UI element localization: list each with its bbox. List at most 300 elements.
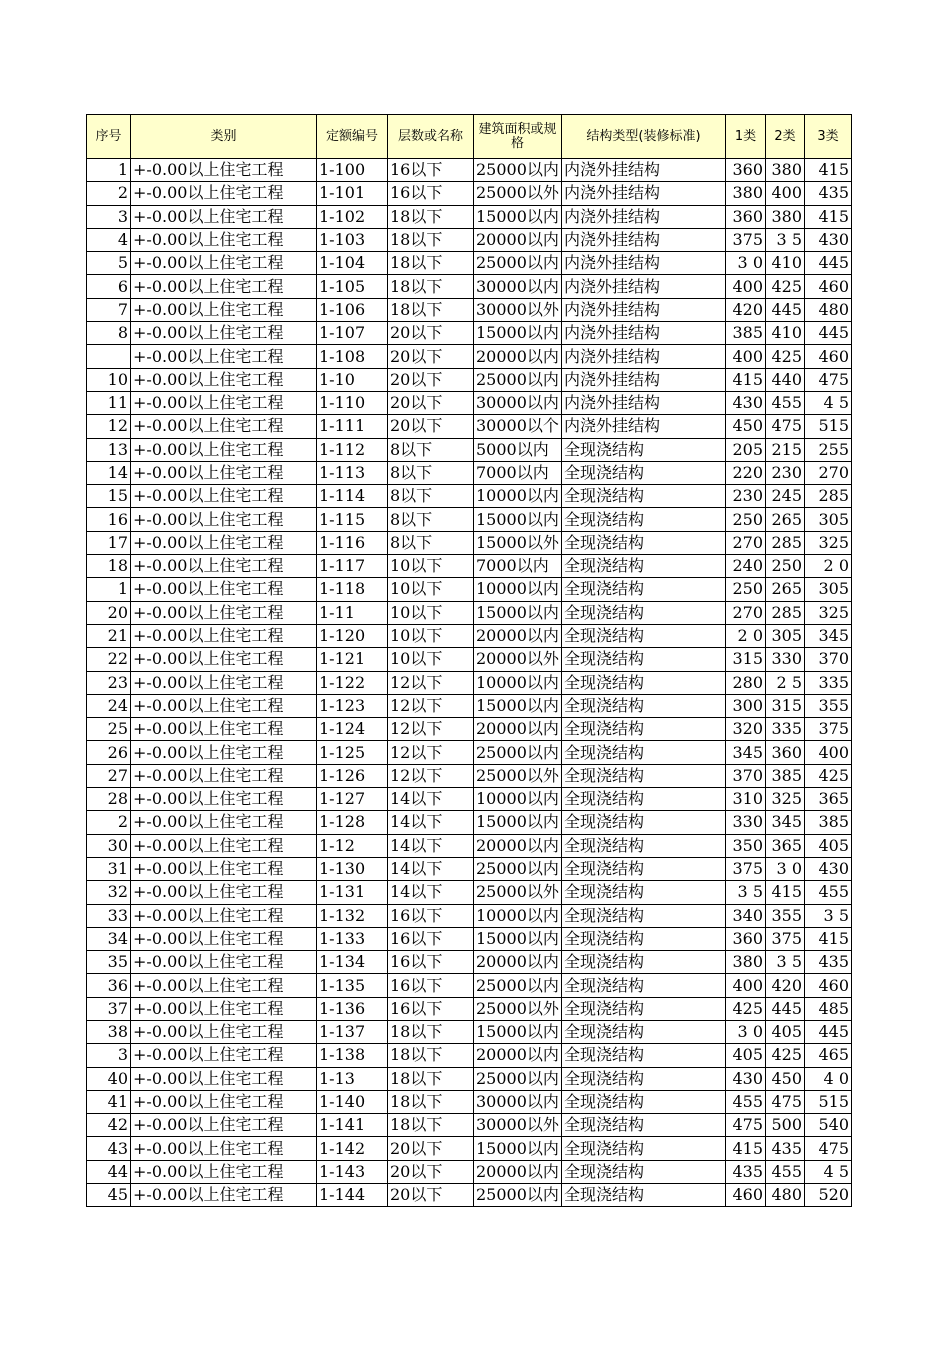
- cell-structure: 全现浇结构: [562, 951, 726, 974]
- cell-class-2: 315: [766, 694, 805, 717]
- cell-quota-code: 1-117: [317, 555, 388, 578]
- cell-quota-code: 1-103: [317, 228, 388, 251]
- cell-index: 3: [87, 205, 131, 228]
- table-row: [87, 578, 852, 601]
- cell-index: 14: [87, 461, 131, 484]
- cell-class-2: 500: [766, 1114, 805, 1137]
- cell-class-1: 315: [726, 648, 766, 671]
- cell-structure: 内浇外挂结构: [562, 228, 726, 251]
- cell-class-3: 520: [805, 1184, 852, 1207]
- cell-class-3: 370: [805, 648, 852, 671]
- cell-structure: 全现浇结构: [562, 764, 726, 787]
- cell-floors: 12以下: [388, 671, 474, 694]
- cell-structure: 全现浇结构: [562, 601, 726, 624]
- cell-floors: 8以下: [388, 461, 474, 484]
- cell-index: 23: [87, 671, 131, 694]
- cell-area: 10000以内: [474, 485, 562, 508]
- cell-structure: 全现浇结构: [562, 974, 726, 997]
- header-structure: 结构类型(装修标准): [562, 115, 726, 159]
- cell-quota-code: 1-102: [317, 205, 388, 228]
- cell-category: +-0.00以上住宅工程: [131, 904, 317, 927]
- cell-class-2: 250: [766, 555, 805, 578]
- cell-class-1: 350: [726, 834, 766, 857]
- table-row: [87, 345, 852, 368]
- cell-class-3: 455: [805, 881, 852, 904]
- cell-class-3: 415: [805, 927, 852, 950]
- cell-class-2: 445: [766, 298, 805, 321]
- cell-class-1: 380: [726, 182, 766, 205]
- cell-structure: 全现浇结构: [562, 555, 726, 578]
- cell-index: 8: [87, 322, 131, 345]
- cell-class-2: 475: [766, 415, 805, 438]
- cell-floors: 12以下: [388, 694, 474, 717]
- cell-quota-code: 1-122: [317, 671, 388, 694]
- cell-class-1: 405: [726, 1044, 766, 1067]
- cell-class-3: 4 5: [805, 391, 852, 414]
- cell-class-2: 410: [766, 252, 805, 275]
- cell-class-2: 335: [766, 718, 805, 741]
- cell-area: 30000以外: [474, 1114, 562, 1137]
- table-row: [87, 1020, 852, 1043]
- cell-class-2: 425: [766, 275, 805, 298]
- cell-category: +-0.00以上住宅工程: [131, 974, 317, 997]
- cell-class-2: 245: [766, 485, 805, 508]
- cell-class-3: 385: [805, 811, 852, 834]
- cell-area: 25000以外: [474, 182, 562, 205]
- cell-floors: 14以下: [388, 857, 474, 880]
- cell-structure: 全现浇结构: [562, 508, 726, 531]
- cell-floors: 20以下: [388, 1160, 474, 1183]
- cell-area: 15000以内: [474, 811, 562, 834]
- cell-index: 3: [87, 1044, 131, 1067]
- cell-structure: 全现浇结构: [562, 904, 726, 927]
- cell-floors: 8以下: [388, 508, 474, 531]
- cell-structure: 全现浇结构: [562, 1020, 726, 1043]
- cell-area: 25000以内: [474, 1067, 562, 1090]
- cell-class-1: 360: [726, 159, 766, 182]
- cell-category: +-0.00以上住宅工程: [131, 811, 317, 834]
- cell-class-3: 540: [805, 1114, 852, 1137]
- cell-class-3: 515: [805, 415, 852, 438]
- table-row: [87, 531, 852, 554]
- cell-floors: 20以下: [388, 1184, 474, 1207]
- cell-class-3: 435: [805, 182, 852, 205]
- cell-class-1: 360: [726, 205, 766, 228]
- cell-index: 4: [87, 228, 131, 251]
- cell-area: 15000以内: [474, 927, 562, 950]
- cell-structure: 全现浇结构: [562, 624, 726, 647]
- cell-class-1: 2 0: [726, 624, 766, 647]
- cell-floors: 10以下: [388, 601, 474, 624]
- cell-structure: 全现浇结构: [562, 1160, 726, 1183]
- cell-floors: 10以下: [388, 648, 474, 671]
- cell-floors: 18以下: [388, 205, 474, 228]
- cell-category: +-0.00以上住宅工程: [131, 298, 317, 321]
- cell-class-1: 400: [726, 345, 766, 368]
- cell-class-1: 345: [726, 741, 766, 764]
- cell-category: +-0.00以上住宅工程: [131, 508, 317, 531]
- cell-class-3: 365: [805, 788, 852, 811]
- cell-area: 15000以内: [474, 322, 562, 345]
- cell-category: +-0.00以上住宅工程: [131, 228, 317, 251]
- cell-class-1: 320: [726, 718, 766, 741]
- cell-index: 17: [87, 531, 131, 554]
- table-row: [87, 811, 852, 834]
- cell-area: 5000以内: [474, 438, 562, 461]
- table-row: [87, 485, 852, 508]
- cell-category: +-0.00以上住宅工程: [131, 927, 317, 950]
- cell-quota-code: 1-110: [317, 391, 388, 414]
- cell-category: +-0.00以上住宅工程: [131, 252, 317, 275]
- cell-class-3: 445: [805, 252, 852, 275]
- cell-index: 2: [87, 811, 131, 834]
- cell-floors: 8以下: [388, 531, 474, 554]
- quota-table: [86, 114, 852, 1207]
- cell-class-2: 450: [766, 1067, 805, 1090]
- cell-category: +-0.00以上住宅工程: [131, 857, 317, 880]
- cell-area: 25000以内: [474, 1184, 562, 1207]
- cell-category: +-0.00以上住宅工程: [131, 1044, 317, 1067]
- cell-quota-code: 1-121: [317, 648, 388, 671]
- cell-class-1: 430: [726, 1067, 766, 1090]
- table-row: [87, 368, 852, 391]
- cell-area: 30000以个: [474, 415, 562, 438]
- cell-class-1: 400: [726, 275, 766, 298]
- header-quota-code: 定额编号: [317, 115, 388, 159]
- cell-index: 18: [87, 555, 131, 578]
- header-row: [87, 115, 852, 159]
- cell-class-3: 460: [805, 345, 852, 368]
- cell-structure: 全现浇结构: [562, 461, 726, 484]
- cell-class-3: 465: [805, 1044, 852, 1067]
- cell-area: 25000以外: [474, 881, 562, 904]
- cell-index: 32: [87, 881, 131, 904]
- cell-structure: 全现浇结构: [562, 997, 726, 1020]
- cell-class-2: 355: [766, 904, 805, 927]
- cell-index: 13: [87, 438, 131, 461]
- cell-quota-code: 1-126: [317, 764, 388, 787]
- cell-quota-code: 1-120: [317, 624, 388, 647]
- cell-class-1: 3 5: [726, 881, 766, 904]
- cell-category: +-0.00以上住宅工程: [131, 415, 317, 438]
- cell-index: 41: [87, 1090, 131, 1113]
- cell-index: 2: [87, 182, 131, 205]
- cell-floors: 8以下: [388, 438, 474, 461]
- cell-class-2: 230: [766, 461, 805, 484]
- cell-index: 10: [87, 368, 131, 391]
- cell-quota-code: 1-13: [317, 1067, 388, 1090]
- cell-area: 20000以内: [474, 1160, 562, 1183]
- cell-area: 25000以内: [474, 741, 562, 764]
- cell-class-1: 310: [726, 788, 766, 811]
- cell-index: 27: [87, 764, 131, 787]
- cell-index: 28: [87, 788, 131, 811]
- cell-quota-code: 1-130: [317, 857, 388, 880]
- cell-class-2: 475: [766, 1090, 805, 1113]
- cell-structure: 全现浇结构: [562, 857, 726, 880]
- cell-class-1: 3 0: [726, 1020, 766, 1043]
- cell-class-2: 375: [766, 927, 805, 950]
- cell-class-2: 410: [766, 322, 805, 345]
- cell-area: 25000以内: [474, 974, 562, 997]
- cell-quota-code: 1-111: [317, 415, 388, 438]
- table-row: [87, 718, 852, 741]
- cell-category: +-0.00以上住宅工程: [131, 648, 317, 671]
- cell-class-3: 415: [805, 159, 852, 182]
- table-row: [87, 298, 852, 321]
- cell-category: +-0.00以上住宅工程: [131, 1020, 317, 1043]
- cell-quota-code: 1-140: [317, 1090, 388, 1113]
- cell-structure: 内浇外挂结构: [562, 182, 726, 205]
- cell-category: +-0.00以上住宅工程: [131, 1160, 317, 1183]
- cell-floors: 18以下: [388, 298, 474, 321]
- cell-category: +-0.00以上住宅工程: [131, 182, 317, 205]
- cell-class-2: 325: [766, 788, 805, 811]
- cell-structure: 全现浇结构: [562, 578, 726, 601]
- cell-structure: 全现浇结构: [562, 694, 726, 717]
- cell-class-2: 435: [766, 1137, 805, 1160]
- cell-quota-code: 1-108: [317, 345, 388, 368]
- table-row: [87, 648, 852, 671]
- cell-structure: 内浇外挂结构: [562, 345, 726, 368]
- cell-class-2: 405: [766, 1020, 805, 1043]
- cell-index: 5: [87, 252, 131, 275]
- cell-area: 15000以外: [474, 531, 562, 554]
- cell-class-1: 250: [726, 508, 766, 531]
- table-row: [87, 951, 852, 974]
- table-row: [87, 764, 852, 787]
- cell-floors: 18以下: [388, 228, 474, 251]
- cell-class-3: 430: [805, 857, 852, 880]
- cell-index: 25: [87, 718, 131, 741]
- cell-class-2: 480: [766, 1184, 805, 1207]
- cell-quota-code: 1-135: [317, 974, 388, 997]
- cell-index: 36: [87, 974, 131, 997]
- cell-quota-code: 1-118: [317, 578, 388, 601]
- cell-floors: 20以下: [388, 345, 474, 368]
- cell-class-3: 325: [805, 531, 852, 554]
- cell-floors: 10以下: [388, 578, 474, 601]
- cell-class-2: 380: [766, 159, 805, 182]
- cell-class-2: 400: [766, 182, 805, 205]
- cell-floors: 16以下: [388, 927, 474, 950]
- cell-quota-code: 1-12: [317, 834, 388, 857]
- cell-structure: 全现浇结构: [562, 927, 726, 950]
- cell-structure: 内浇外挂结构: [562, 159, 726, 182]
- cell-structure: 全现浇结构: [562, 1044, 726, 1067]
- cell-category: +-0.00以上住宅工程: [131, 322, 317, 345]
- cell-floors: 14以下: [388, 834, 474, 857]
- cell-category: +-0.00以上住宅工程: [131, 461, 317, 484]
- cell-area: 20000以内: [474, 718, 562, 741]
- cell-class-3: 460: [805, 275, 852, 298]
- table-row: [87, 1067, 852, 1090]
- cell-quota-code: 1-106: [317, 298, 388, 321]
- cell-quota-code: 1-136: [317, 997, 388, 1020]
- cell-class-1: 475: [726, 1114, 766, 1137]
- table-row: [87, 834, 852, 857]
- cell-floors: 10以下: [388, 624, 474, 647]
- cell-floors: 18以下: [388, 275, 474, 298]
- cell-floors: 16以下: [388, 974, 474, 997]
- cell-area: 15000以内: [474, 205, 562, 228]
- cell-class-1: 230: [726, 485, 766, 508]
- cell-area: 10000以内: [474, 788, 562, 811]
- cell-class-3: 335: [805, 671, 852, 694]
- table-row: [87, 1137, 852, 1160]
- cell-class-1: 220: [726, 461, 766, 484]
- table-row: [87, 159, 852, 182]
- table-row: [87, 974, 852, 997]
- cell-index: 40: [87, 1067, 131, 1090]
- cell-class-2: 365: [766, 834, 805, 857]
- cell-category: +-0.00以上住宅工程: [131, 1184, 317, 1207]
- cell-structure: 全现浇结构: [562, 1184, 726, 1207]
- cell-class-1: 415: [726, 1137, 766, 1160]
- header-class-2: 2类: [766, 115, 805, 159]
- cell-class-2: 425: [766, 1044, 805, 1067]
- cell-class-2: 285: [766, 601, 805, 624]
- cell-index: 44: [87, 1160, 131, 1183]
- table-row: [87, 438, 852, 461]
- table-row: [87, 1090, 852, 1113]
- table-row: [87, 1114, 852, 1137]
- cell-area: 15000以内: [474, 1137, 562, 1160]
- cell-index: 15: [87, 485, 131, 508]
- cell-index: 21: [87, 624, 131, 647]
- table-row: [87, 601, 852, 624]
- table-row: [87, 1184, 852, 1207]
- cell-class-2: 380: [766, 205, 805, 228]
- cell-class-1: 450: [726, 415, 766, 438]
- cell-index: 11: [87, 391, 131, 414]
- header-category: 类别: [131, 115, 317, 159]
- cell-index: 37: [87, 997, 131, 1020]
- cell-class-3: 460: [805, 974, 852, 997]
- cell-structure: 内浇外挂结构: [562, 275, 726, 298]
- table-row: [87, 322, 852, 345]
- cell-structure: 全现浇结构: [562, 811, 726, 834]
- cell-class-2: 285: [766, 531, 805, 554]
- cell-category: +-0.00以上住宅工程: [131, 555, 317, 578]
- cell-area: 10000以内: [474, 578, 562, 601]
- table-row: [87, 788, 852, 811]
- cell-category: +-0.00以上住宅工程: [131, 718, 317, 741]
- cell-category: +-0.00以上住宅工程: [131, 951, 317, 974]
- cell-quota-code: 1-123: [317, 694, 388, 717]
- cell-class-2: 2 5: [766, 671, 805, 694]
- cell-class-1: 380: [726, 951, 766, 974]
- cell-index: [87, 345, 131, 368]
- cell-class-2: 330: [766, 648, 805, 671]
- cell-category: +-0.00以上住宅工程: [131, 671, 317, 694]
- cell-class-3: 4 5: [805, 1160, 852, 1183]
- cell-area: 15000以内: [474, 508, 562, 531]
- cell-category: +-0.00以上住宅工程: [131, 834, 317, 857]
- cell-class-1: 3 0: [726, 252, 766, 275]
- cell-quota-code: 1-125: [317, 741, 388, 764]
- cell-class-2: 305: [766, 624, 805, 647]
- cell-category: +-0.00以上住宅工程: [131, 345, 317, 368]
- cell-area: 30000以内: [474, 391, 562, 414]
- cell-category: +-0.00以上住宅工程: [131, 578, 317, 601]
- cell-quota-code: 1-134: [317, 951, 388, 974]
- cell-class-3: 3 5: [805, 904, 852, 927]
- cell-category: +-0.00以上住宅工程: [131, 1137, 317, 1160]
- cell-class-3: 325: [805, 601, 852, 624]
- cell-category: +-0.00以上住宅工程: [131, 788, 317, 811]
- cell-index: 34: [87, 927, 131, 950]
- cell-area: 15000以内: [474, 1020, 562, 1043]
- cell-quota-code: 1-112: [317, 438, 388, 461]
- table-row: [87, 624, 852, 647]
- table-row: [87, 415, 852, 438]
- cell-class-3: 475: [805, 1137, 852, 1160]
- cell-category: +-0.00以上住宅工程: [131, 1067, 317, 1090]
- cell-index: 24: [87, 694, 131, 717]
- table-row: [87, 927, 852, 950]
- cell-class-3: 4 0: [805, 1067, 852, 1090]
- cell-class-2: 455: [766, 391, 805, 414]
- cell-class-1: 455: [726, 1090, 766, 1113]
- cell-structure: 全现浇结构: [562, 1067, 726, 1090]
- table-row: [87, 461, 852, 484]
- cell-area: 25000以外: [474, 997, 562, 1020]
- cell-floors: 18以下: [388, 1114, 474, 1137]
- cell-class-3: 305: [805, 508, 852, 531]
- cell-index: 42: [87, 1114, 131, 1137]
- cell-class-3: 425: [805, 764, 852, 787]
- cell-area: 20000以内: [474, 228, 562, 251]
- cell-area: 20000以内: [474, 345, 562, 368]
- cell-index: 26: [87, 741, 131, 764]
- cell-quota-code: 1-115: [317, 508, 388, 531]
- cell-index: 6: [87, 275, 131, 298]
- table-row: [87, 904, 852, 927]
- cell-structure: 全现浇结构: [562, 788, 726, 811]
- cell-class-1: 205: [726, 438, 766, 461]
- cell-quota-code: 1-11: [317, 601, 388, 624]
- cell-quota-code: 1-133: [317, 927, 388, 950]
- cell-quota-code: 1-128: [317, 811, 388, 834]
- cell-quota-code: 1-144: [317, 1184, 388, 1207]
- cell-category: +-0.00以上住宅工程: [131, 438, 317, 461]
- cell-floors: 16以下: [388, 159, 474, 182]
- cell-class-2: 455: [766, 1160, 805, 1183]
- cell-class-3: 345: [805, 624, 852, 647]
- cell-class-1: 250: [726, 578, 766, 601]
- cell-structure: 全现浇结构: [562, 718, 726, 741]
- cell-quota-code: 1-132: [317, 904, 388, 927]
- cell-class-3: 270: [805, 461, 852, 484]
- header-index: 序号: [87, 115, 131, 159]
- cell-area: 20000以外: [474, 648, 562, 671]
- cell-class-2: 265: [766, 508, 805, 531]
- table-row: [87, 275, 852, 298]
- table-row: [87, 741, 852, 764]
- cell-floors: 20以下: [388, 391, 474, 414]
- cell-index: 1: [87, 578, 131, 601]
- cell-floors: 12以下: [388, 718, 474, 741]
- cell-class-2: 420: [766, 974, 805, 997]
- cell-quota-code: 1-141: [317, 1114, 388, 1137]
- cell-floors: 18以下: [388, 252, 474, 275]
- cell-class-1: 420: [726, 298, 766, 321]
- cell-class-1: 330: [726, 811, 766, 834]
- header-class-1: 1类: [726, 115, 766, 159]
- cell-class-1: 400: [726, 974, 766, 997]
- cell-floors: 20以下: [388, 1137, 474, 1160]
